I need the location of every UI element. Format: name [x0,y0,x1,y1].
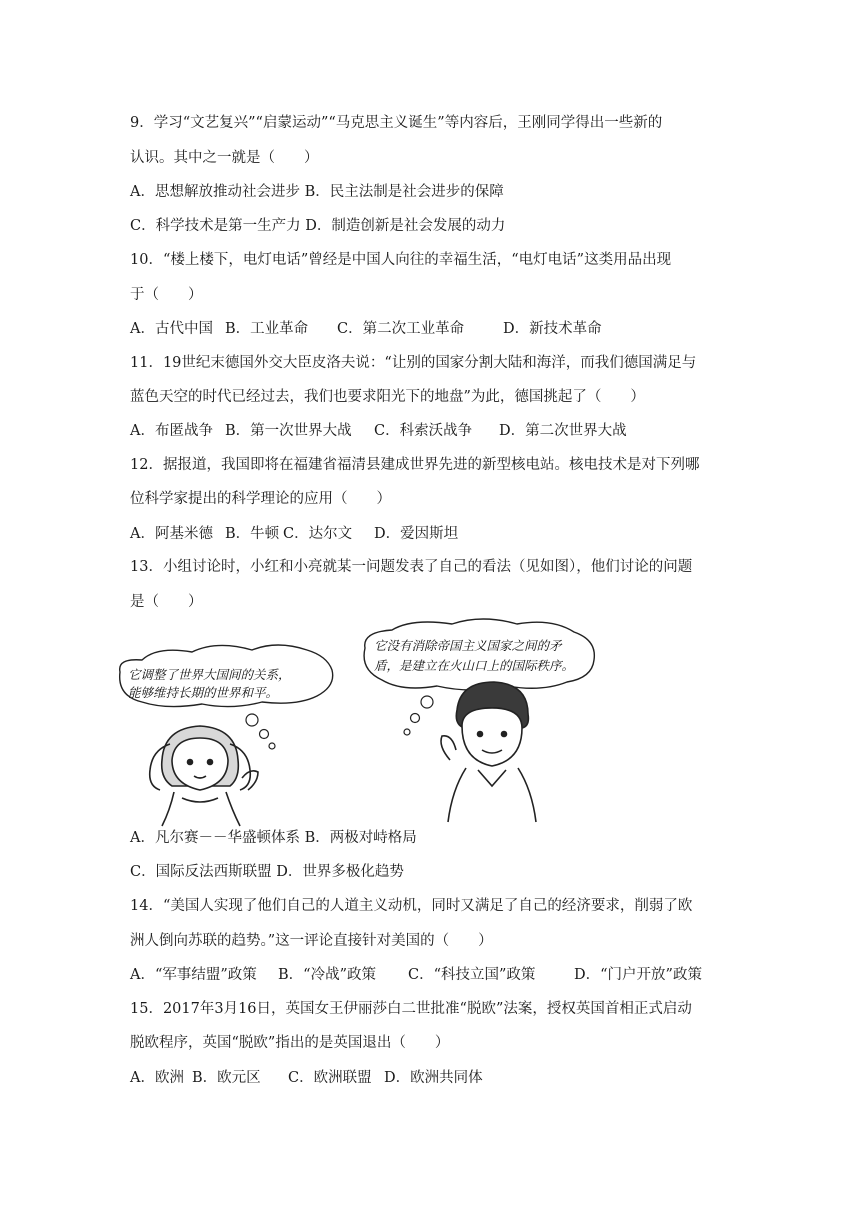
q15-stem-line2: 脱欧程序，英国“脱欧”指出的是英国退出（ ） [130,1035,450,1051]
girl-bubble-text-line1: 它调整了世界大国间的关系， [128,667,291,682]
q11-option-b: B．第一次世界大战 [225,423,352,439]
q11-option-d: D．第二次世界大战 [499,423,627,439]
q12-option-a: A．阿基米德 [130,526,213,542]
q9-options-line1: A．思想解放推动社会进步 B．民主法制是社会进步的保障 [130,184,504,200]
q12-option-d: D．爱因斯坦 [374,526,459,542]
q12-options [130,524,740,544]
q13-stem-line2: 是（ ） [130,594,203,610]
q14-option-b: B．“冷战”政策 [278,967,376,983]
q12-stem-line1: 12．据报道，我国即将在福建省福清县建成世界先进的新型核电站。核电技术是对下列哪 [130,457,700,473]
q10-option-a: A．古代中国 [130,321,213,337]
discussion-illustration [112,610,617,828]
boy-thought-bubble [364,619,594,690]
girl-figure [150,726,258,826]
q14-option-a: A．“军事结盟”政策 [130,967,257,983]
boy-figure [441,682,536,822]
q14-options [130,965,740,985]
q14-stem-line2: 洲人倒向苏联的趋势。”这一评论直接针对美国的（ ） [130,933,493,949]
q10-stem-line1: 10．“楼上楼下，电灯电话”曾经是中国人向往的幸福生活，“电灯电话”这类用品出现 [130,252,672,268]
q9-options-line2: C．科学技术是第一生产力 D．制造创新是社会发展的动力 [130,218,506,234]
q11-options [130,421,740,441]
q9-stem-line2: 认识。其中之一就是（ ） [130,150,319,166]
boy-bubble-text-line1: 它没有消除帝国主义国家之间的矛 [374,638,562,653]
q11-stem-line2: 蓝色天空的时代已经过去，我们也要求阳光下的地盘”为此，德国挑起了（ ） [130,389,645,405]
q10-options [130,319,740,339]
q12-option-b: B．牛顿 [225,526,280,542]
q15-options [130,1068,740,1088]
girl-bubble-text-line2: 能够维持长期的世界和平。 [128,685,279,700]
q11-stem-line1: 11．19世纪末德国外交大臣皮洛夫说：“让别的国家分割大陆和海洋，而我们德国满足与 [130,355,697,371]
q15-option-a: A．欧洲 [130,1070,184,1086]
q13-options-line2: C．国际反法西斯联盟 D．世界多极化趋势 [130,864,404,880]
q13-stem-line1: 13．小组讨论时，小红和小亮就某一问题发表了自己的看法（见如图），他们讨论的问题 [130,559,693,575]
q15-option-d: D．欧洲共同体 [384,1070,483,1086]
q14-option-d: D．“门户开放”政策 [574,967,702,983]
q15-option-c: C．欧洲联盟 [288,1070,372,1086]
q9-stem-line1: 9．学习“文艺复兴”“启蒙运动”“马克思主义诞生”等内容后，王刚同学得出一些新的 [130,115,663,131]
q15-stem-line1: 15．2017年3月16日，英国女王伊丽莎白二世批准“脱欧”法案，授权英国首相正式启动 [130,1001,692,1017]
q15-option-b: B．欧元区 [192,1070,261,1086]
q14-option-c: C．“科技立国”政策 [408,967,536,983]
q13-options-line1: A．凡尔赛－－华盛顿体系 B．两极对峙格局 [130,830,417,846]
q10-stem-line2: 于（ ） [130,287,203,303]
q10-option-b: B．工业革命 [225,321,309,337]
q14-stem-line1: 14．“美国人实现了他们自己的人道主义动机，同时又满足了自己的经济要求，削弱了欧 [130,898,693,914]
q12-option-c: C．达尔文 [283,526,353,542]
q12-stem-line2: 位科学家提出的科学理论的应用（ ） [130,491,391,507]
q11-option-a: A．布匿战争 [130,423,213,439]
boy-bubble-text-line2: 盾，是建立在火山口上的国际秩序。 [374,658,575,673]
q11-option-c: C．科索沃战争 [374,423,473,439]
q10-option-c: C．第二次工业革命 [337,321,465,337]
q10-option-d: D．新技术革命 [503,321,602,337]
